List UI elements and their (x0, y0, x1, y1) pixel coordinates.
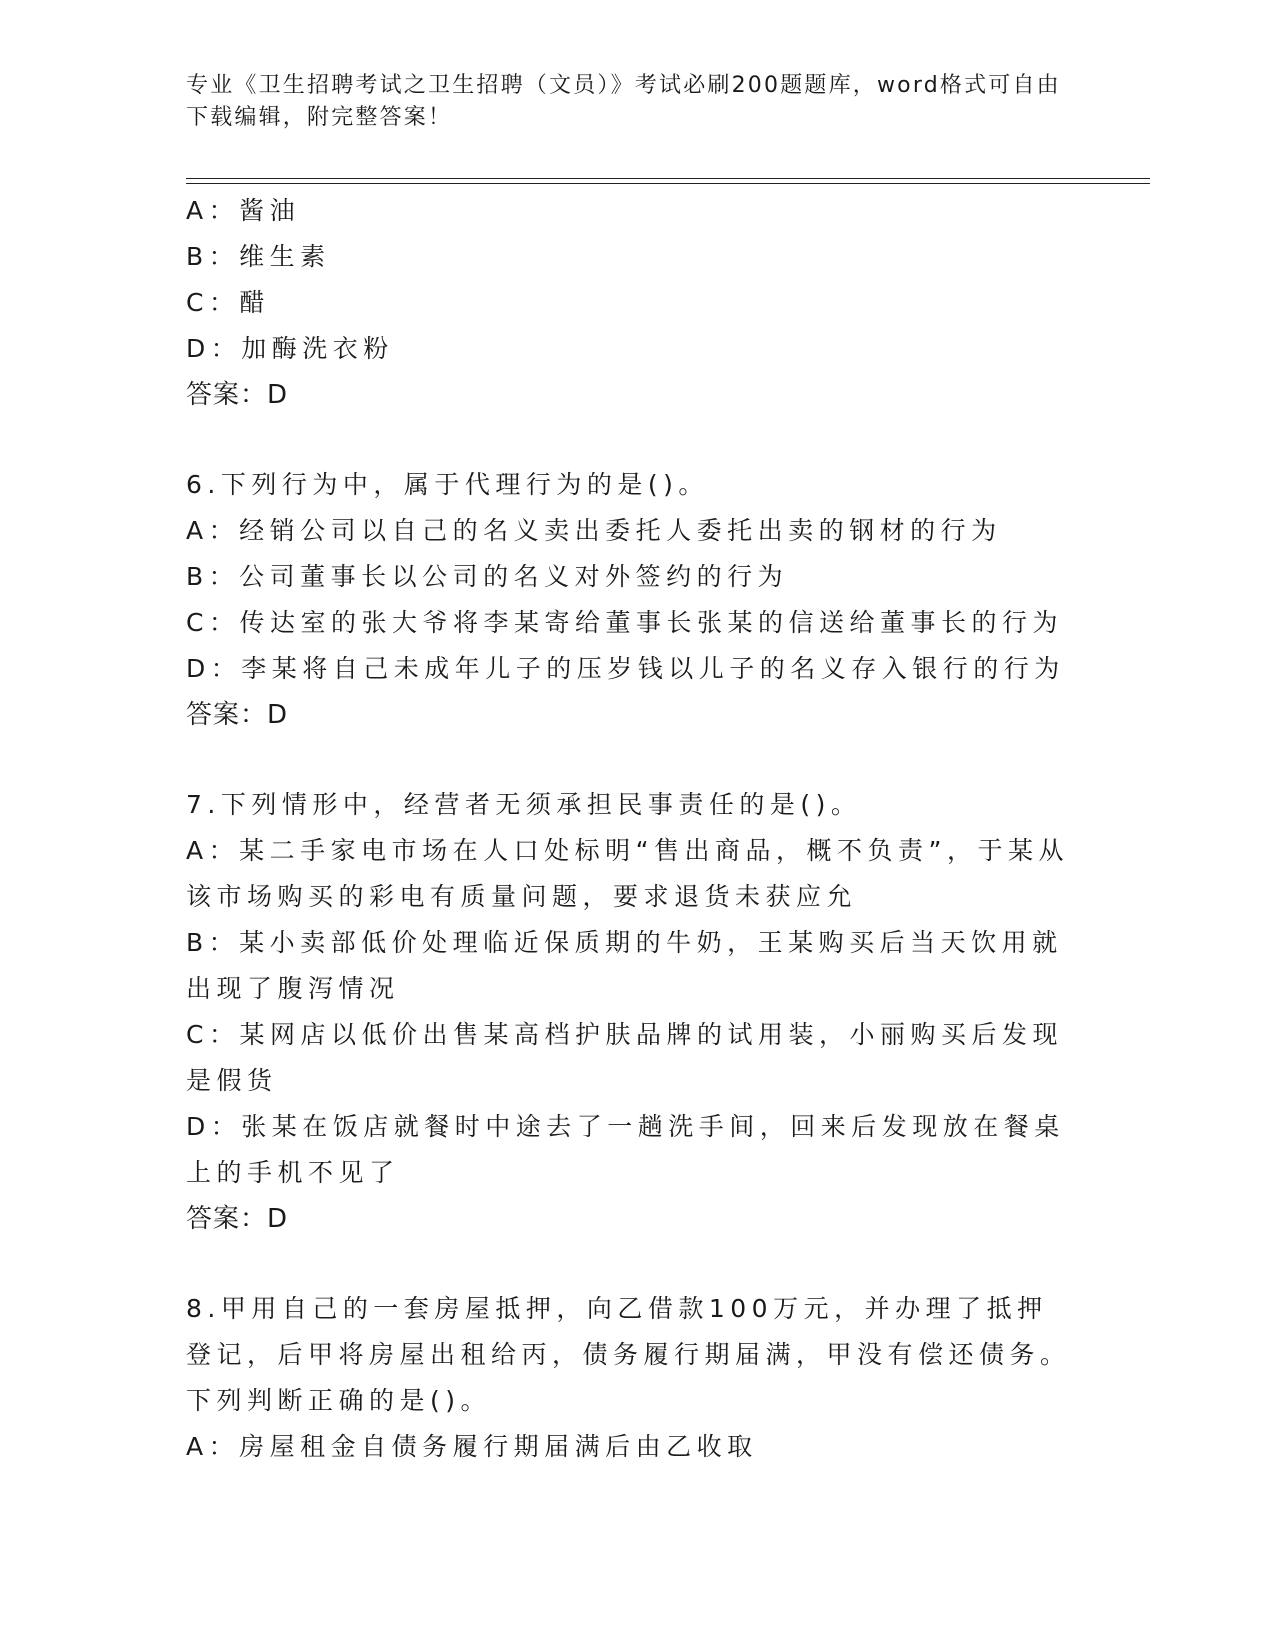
option-b: B：维生素 (186, 242, 331, 271)
question-6-block (186, 462, 1086, 738)
question-text: 8.甲用自己的一套房屋抵押，向乙借款100万元，并办理了抵押登记，后甲将房屋出租给丙，债务履行期届满，甲没有偿还债务。下列判断正确的是()。 (186, 1294, 1071, 1415)
option-a: A：酱油 (186, 196, 301, 225)
answer-label: 答案：D (186, 1204, 289, 1234)
option-c: C：传达室的张大爷将李某寄给董事长张某的信送给董事长的行为 (186, 608, 1063, 637)
answer-label: 答案：D (186, 700, 289, 730)
question-7-block (186, 782, 1086, 1242)
option-d: D：张某在饭店就餐时中途去了一趟洗手间，回来后发现放在餐桌上的手机不见了 (186, 1112, 1065, 1187)
document-header: 专业《卫生招聘考试之卫生招聘（文员）》考试必刷200题题库，word格式可自由下载编辑，附完整答案！ (186, 73, 1061, 130)
option-a: A：某二手家电市场在人口处标明“售出商品，概不负责”，于某从该市场购买的彩电有质量问题，要求退货未获应允 (186, 836, 1070, 911)
question-text: 7.下列情形中，经营者无须承担民事责任的是()。 (186, 790, 862, 819)
spacer (186, 738, 1086, 782)
question-5-block (186, 188, 1086, 418)
answer-label: 答案：D (186, 380, 289, 410)
spacer (186, 418, 1086, 462)
spacer (186, 1242, 1086, 1286)
option-b: B：公司董事长以公司的名义对外签约的行为 (186, 562, 789, 591)
option-d: D：李某将自己未成年儿子的压岁钱以儿子的名义存入银行的行为 (186, 654, 1065, 683)
option-d: D：加酶洗衣粉 (186, 334, 394, 363)
option-c: C：某网店以低价出售某高档护肤品牌的试用装，小丽购买后发现是假货 (186, 1020, 1063, 1095)
question-8-block (186, 1286, 1086, 1470)
option-c: C：醋 (186, 288, 270, 317)
document-body (186, 188, 1086, 1470)
header-rule-bottom (186, 183, 1150, 184)
header-rule-top (186, 178, 1150, 179)
option-a: A：经销公司以自己的名义卖出委托人委托出卖的钢材的行为 (186, 516, 1002, 545)
option-a: A：房屋租金自债务履行期届满后由乙收取 (186, 1432, 758, 1461)
option-b: B：某小卖部低价处理临近保质期的牛奶，王某购买后当天饮用就出现了腹泻情况 (186, 928, 1063, 1003)
question-text: 6.下列行为中，属于代理行为的是()。 (186, 470, 709, 499)
